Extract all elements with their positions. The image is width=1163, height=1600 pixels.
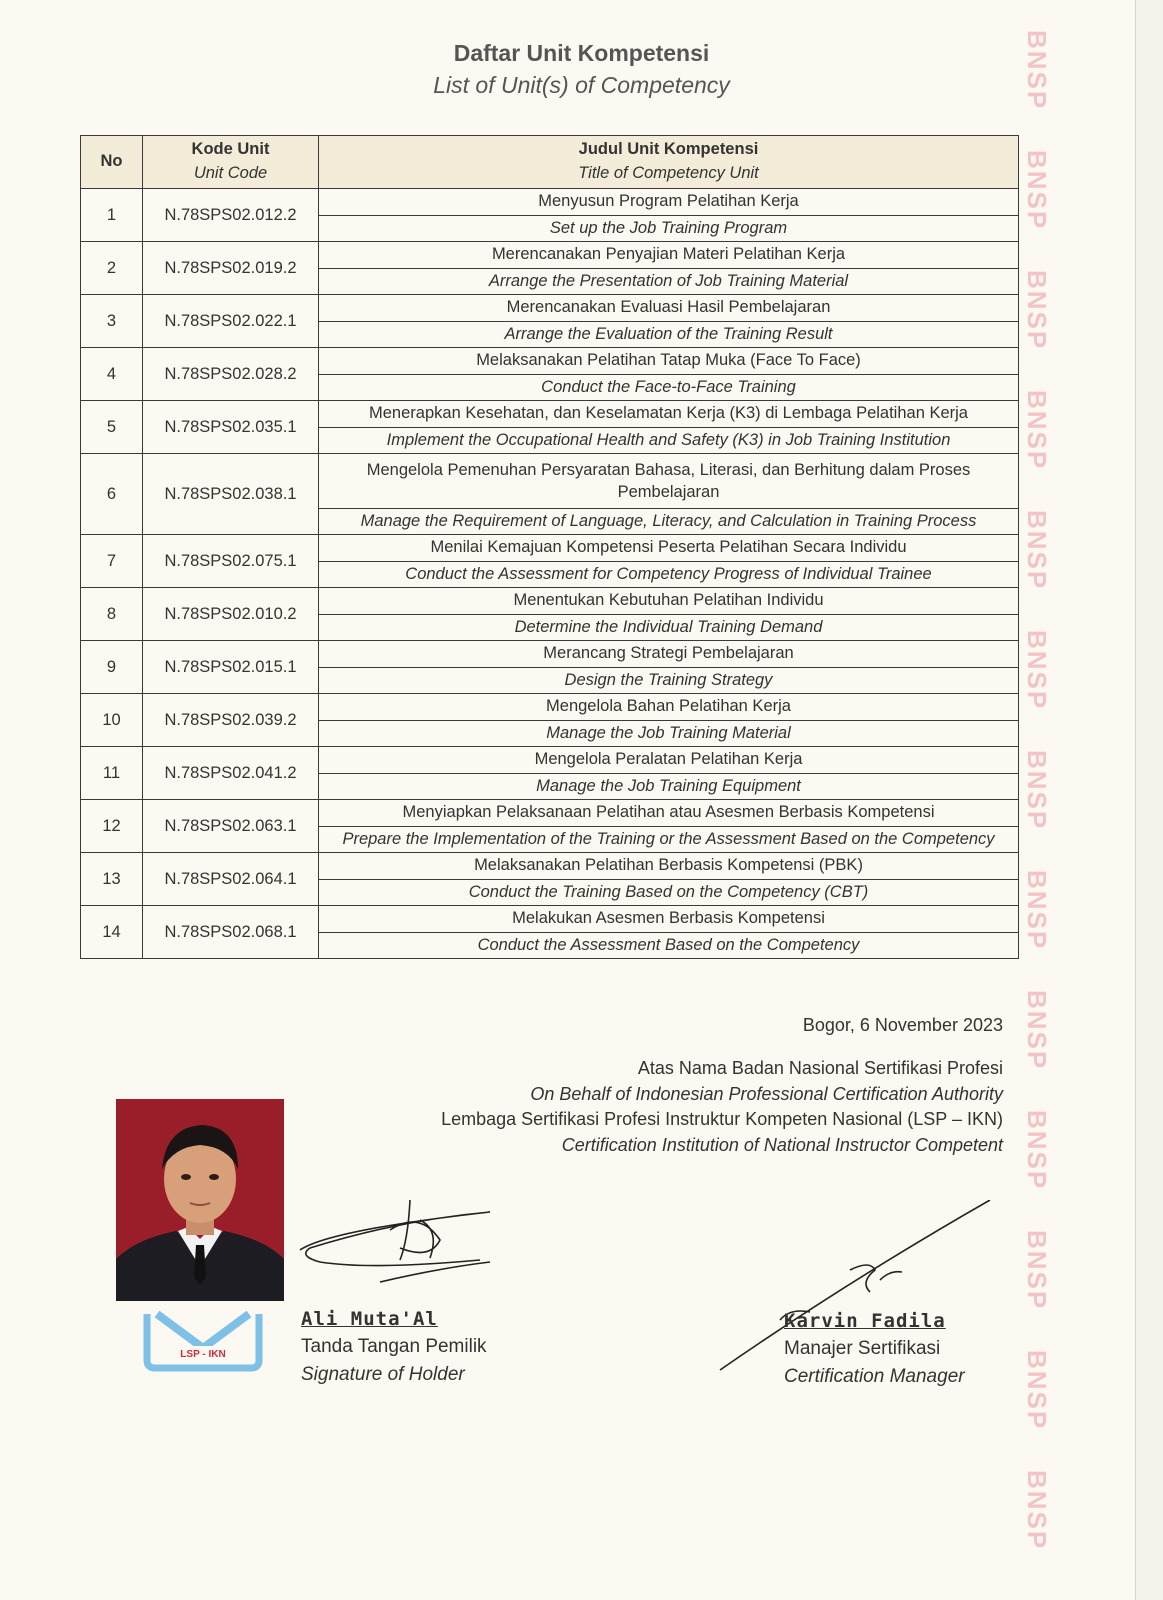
row-no: 6 <box>81 454 143 535</box>
header-code: Kode Unit Unit Code <box>143 136 319 189</box>
row-title-en: Design the Training Strategy <box>319 667 1019 694</box>
row-title-id: Melakukan Asesmen Berbasis Kompetensi <box>319 906 1019 933</box>
page-edge <box>1135 0 1163 1600</box>
watermark-text: BNSP <box>1022 630 1052 711</box>
row-title-en: Manage the Job Training Equipment <box>319 773 1019 800</box>
watermark-text: BNSP <box>1022 1110 1052 1191</box>
watermark-text: BNSP <box>1022 30 1052 111</box>
watermark-text: BNSP <box>1022 390 1052 471</box>
logo-text: LSP - IKN <box>180 1349 226 1360</box>
header-no: No <box>81 136 143 189</box>
row-title-id: Mengelola Bahan Pelatihan Kerja <box>319 694 1019 721</box>
page-subtitle: List of Unit(s) of Competency <box>433 72 730 98</box>
row-title-id: Melaksanakan Pelatihan Tatap Muka (Face To Face) <box>319 348 1019 375</box>
row-title-en: Implement the Occupational Health and Safety (K3) in Job Training Institution <box>319 427 1019 454</box>
watermark-text: BNSP <box>1022 510 1052 591</box>
table-row <box>81 454 1019 509</box>
table-body <box>81 189 1019 959</box>
competency-table <box>80 135 1019 959</box>
table-header-row <box>81 136 1019 189</box>
place-date: Bogor, 6 November 2023 <box>802 1015 1003 1035</box>
row-code: N.78SPS02.068.1 <box>143 906 319 959</box>
row-no: 12 <box>81 800 143 853</box>
watermark-text: BNSP <box>1022 1230 1052 1311</box>
holder-name: Ali Muta'Al <box>301 1308 438 1330</box>
authority-line-1: Atas Nama Badan Nasional Sertifikasi Profesi <box>637 1058 1003 1078</box>
row-no: 4 <box>81 348 143 401</box>
row-title-id: Merancang Strategi Pembelajaran <box>319 641 1019 668</box>
row-code: N.78SPS02.012.2 <box>143 189 319 242</box>
row-no: 10 <box>81 694 143 747</box>
row-title-id: Mengelola Pemenuhan Persyaratan Bahasa, Literasi, dan Berhitung dalam Proses Pembelajaran <box>319 454 1019 509</box>
watermark-text: BNSP <box>1022 750 1052 831</box>
row-code: N.78SPS02.038.1 <box>143 454 319 535</box>
row-no: 3 <box>81 295 143 348</box>
row-code: N.78SPS02.010.2 <box>143 588 319 641</box>
holder-signature <box>300 1200 490 1282</box>
row-title-en: Manage the Job Training Material <box>319 720 1019 747</box>
watermark-text: BNSP <box>1022 870 1052 951</box>
row-no: 9 <box>81 641 143 694</box>
row-title-en: Determine the Individual Training Demand <box>319 614 1019 641</box>
row-code: N.78SPS02.075.1 <box>143 535 319 588</box>
row-title-en: Conduct the Assessment for Competency Progress of Individual Trainee <box>319 561 1019 588</box>
table-row <box>81 189 1019 216</box>
row-title-en: Arrange the Presentation of Job Training Material <box>319 268 1019 295</box>
table-row <box>81 242 1019 269</box>
holder-role: Tanda Tangan Pemilik <box>301 1336 487 1357</box>
row-title-en: Conduct the Training Based on the Competency (CBT) <box>319 879 1019 906</box>
row-no: 5 <box>81 401 143 454</box>
row-code: N.78SPS02.039.2 <box>143 694 319 747</box>
holder-role-en: Signature of Holder <box>301 1364 465 1385</box>
row-title-id: Menilai Kemajuan Kompetensi Peserta Pelatihan Secara Individu <box>319 535 1019 562</box>
row-no: 8 <box>81 588 143 641</box>
manager-name: Karvin Fadila <box>784 1310 946 1332</box>
row-title-en: Arrange the Evaluation of the Training Result <box>319 321 1019 348</box>
row-code: N.78SPS02.022.1 <box>143 295 319 348</box>
watermark-text: BNSP <box>1022 1350 1052 1431</box>
table-row <box>81 853 1019 880</box>
table-row <box>81 348 1019 375</box>
table-row <box>81 588 1019 615</box>
holder-block <box>301 1305 487 1389</box>
row-title-id: Melaksanakan Pelatihan Berbasis Kompetensi (PBK) <box>319 853 1019 880</box>
watermark-text: BNSP <box>1022 990 1052 1071</box>
row-title-en: Conduct the Face-to-Face Training <box>319 374 1019 401</box>
holder-photo <box>116 1099 284 1301</box>
row-title-en: Set up the Job Training Program <box>319 215 1019 242</box>
page-title: Daftar Unit Kompetensi <box>453 40 710 66</box>
manager-role: Manajer Sertifikasi <box>784 1338 941 1359</box>
row-title-id: Menyusun Program Pelatihan Kerja <box>319 189 1019 216</box>
manager-role-en: Certification Manager <box>784 1366 965 1387</box>
row-title-en: Manage the Requirement of Language, Literacy, and Calculation in Training Process <box>319 509 1019 535</box>
row-no: 7 <box>81 535 143 588</box>
authority-line-3: Lembaga Sertifikasi Profesi Instruktur Kompeten Nasional (LSP – IKN) <box>441 1109 1003 1129</box>
table-row <box>81 694 1019 721</box>
table-row <box>81 295 1019 322</box>
watermark-text: BNSP <box>1022 150 1052 231</box>
row-code: N.78SPS02.063.1 <box>143 800 319 853</box>
lsp-ikn-logo <box>143 1310 263 1372</box>
row-no: 11 <box>81 747 143 800</box>
row-title-id: Merencanakan Evaluasi Hasil Pembelajaran <box>319 295 1019 322</box>
row-title-id: Merencanakan Penyajian Materi Pelatihan Kerja <box>319 242 1019 269</box>
row-code: N.78SPS02.064.1 <box>143 853 319 906</box>
row-title-id: Menerapkan Kesehatan, dan Keselamatan Kerja (K3) di Lembaga Pelatihan Kerja <box>319 401 1019 428</box>
table-row <box>81 747 1019 774</box>
row-title-id: Mengelola Peralatan Pelatihan Kerja <box>319 747 1019 774</box>
authority-block <box>441 1056 1003 1158</box>
portrait-image <box>116 1099 284 1301</box>
table-row <box>81 906 1019 933</box>
table-row <box>81 800 1019 827</box>
watermark-text: BNSP <box>1022 270 1052 351</box>
row-code: N.78SPS02.035.1 <box>143 401 319 454</box>
row-code: N.78SPS02.015.1 <box>143 641 319 694</box>
row-no: 13 <box>81 853 143 906</box>
table-row <box>81 401 1019 428</box>
row-no: 2 <box>81 242 143 295</box>
authority-line-4: Certification Institution of National Instructor Competent <box>561 1134 1003 1155</box>
header-title: Judul Unit Kompetensi Title of Competency Unit <box>319 136 1019 189</box>
authority-line-2: On Behalf of Indonesian Professional Certification Authority <box>530 1083 1003 1104</box>
row-code: N.78SPS02.028.2 <box>143 348 319 401</box>
manager-block <box>784 1307 965 1391</box>
row-title-en: Conduct the Assessment Based on the Competency <box>319 932 1019 959</box>
table-row <box>81 535 1019 562</box>
row-code: N.78SPS02.041.2 <box>143 747 319 800</box>
row-no: 14 <box>81 906 143 959</box>
row-title-id: Menentukan Kebutuhan Pelatihan Individu <box>319 588 1019 615</box>
row-no: 1 <box>81 189 143 242</box>
table-row <box>81 641 1019 668</box>
watermark-text: BNSP <box>1022 1470 1052 1551</box>
row-code: N.78SPS02.019.2 <box>143 242 319 295</box>
row-title-id: Menyiapkan Pelaksanaan Pelatihan atau Asesmen Berbasis Kompetensi <box>319 800 1019 827</box>
row-title-en: Prepare the Implementation of the Training or the Assessment Based on the Competency <box>319 826 1019 853</box>
